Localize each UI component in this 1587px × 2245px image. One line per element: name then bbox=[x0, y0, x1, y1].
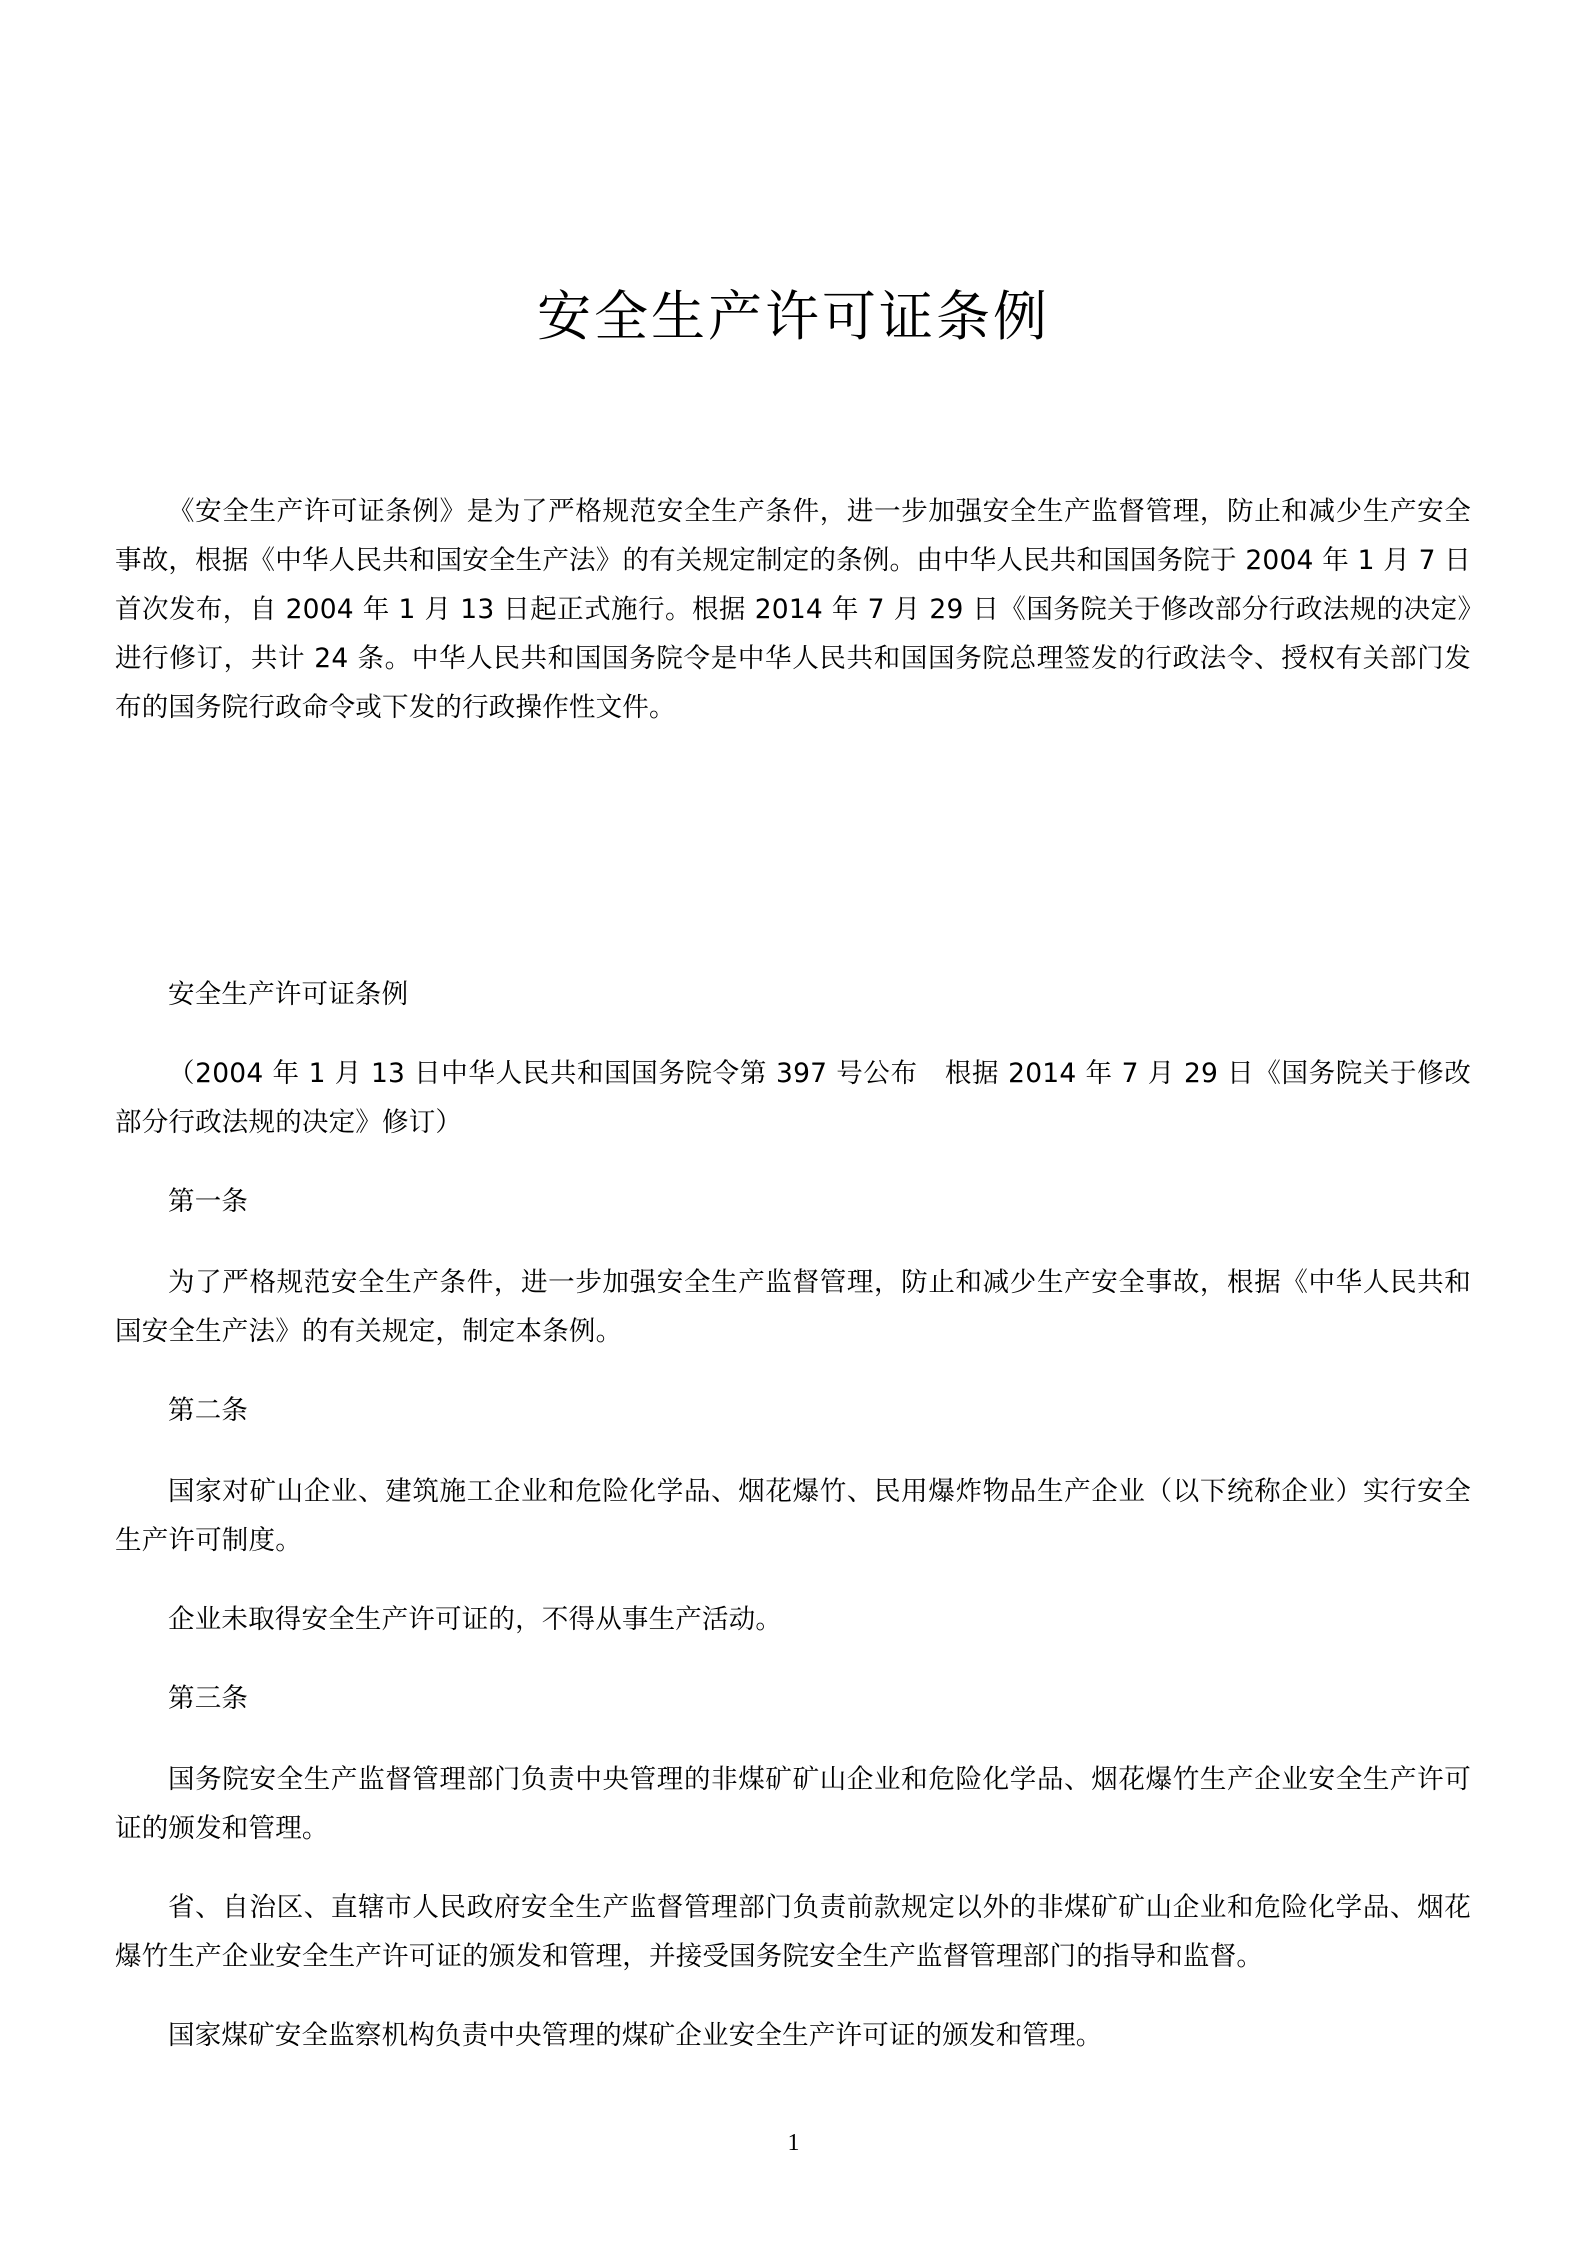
page-number: 1 bbox=[787, 2130, 800, 2156]
article-3-heading: 第三条 bbox=[168, 1683, 249, 1714]
publication-note: （2004 年 1 月 13 日中华人民共和国国务院令第 397 号公布 根据 2014 年 7 月 29 日《国务院关于修改部分行政法规的决定》修订） bbox=[115, 1058, 1471, 1138]
article-3-paragraph-1: 国务院安全生产监督管理部门负责中央管理的非煤矿矿山企业和危险化学品、烟花爆竹生产企业安全生产许可证的颁发和管理。 bbox=[115, 1764, 1471, 1844]
article-2-heading: 第二条 bbox=[168, 1395, 249, 1426]
regulation-body bbox=[115, 970, 1471, 2090]
section-title: 安全生产许可证条例 bbox=[168, 979, 409, 1010]
document-title: 安全生产许可证条例 bbox=[537, 285, 1050, 348]
intro-section bbox=[115, 487, 1471, 732]
article-2-paragraph-1: 国家对矿山企业、建筑施工企业和危险化学品、烟花爆竹、民用爆炸物品生产企业（以下统称企业）实行安全生产许可制度。 bbox=[115, 1476, 1471, 1556]
article-3-paragraph-3: 国家煤矿安全监察机构负责中央管理的煤矿企业安全生产许可证的颁发和管理。 bbox=[168, 2020, 1103, 2051]
article-1-paragraph-1: 为了严格规范安全生产条件，进一步加强安全生产监督管理，防止和减少生产安全事故，根据《中华人民共和国安全生产法》的有关规定，制定本条例。 bbox=[115, 1267, 1471, 1347]
article-1-heading: 第一条 bbox=[168, 1186, 249, 1217]
article-3-paragraph-2: 省、自治区、直辖市人民政府安全生产监督管理部门负责前款规定以外的非煤矿矿山企业和危险化学品、烟花爆竹生产企业安全生产许可证的颁发和管理，并接受国务院安全生产监督管理部门的指导和监督。 bbox=[115, 1892, 1471, 1972]
article-2-paragraph-2: 企业未取得安全生产许可证的，不得从事生产活动。 bbox=[168, 1604, 783, 1635]
intro-paragraph: 《安全生产许可证条例》是为了严格规范安全生产条件，进一步加强安全生产监督管理，防止和减少生产安全事故，根据《中华人民共和国安全生产法》的有关规定制定的条例。由中华人民共和国国务院于 2004 年 1 月 7 日首次发布，自 2004 年 1 月 13 日起正式施行。根据 2014 年 7 月 29 日《国务院关于修改部分行政法规的决定》进行修订，共计 24 条。中华人民共和国国务院令是中华人民共和国国务院总理签发的行政法令、授权有关部门发布的国务院行政命令或下发的行政操作性文件。 bbox=[115, 496, 1471, 723]
